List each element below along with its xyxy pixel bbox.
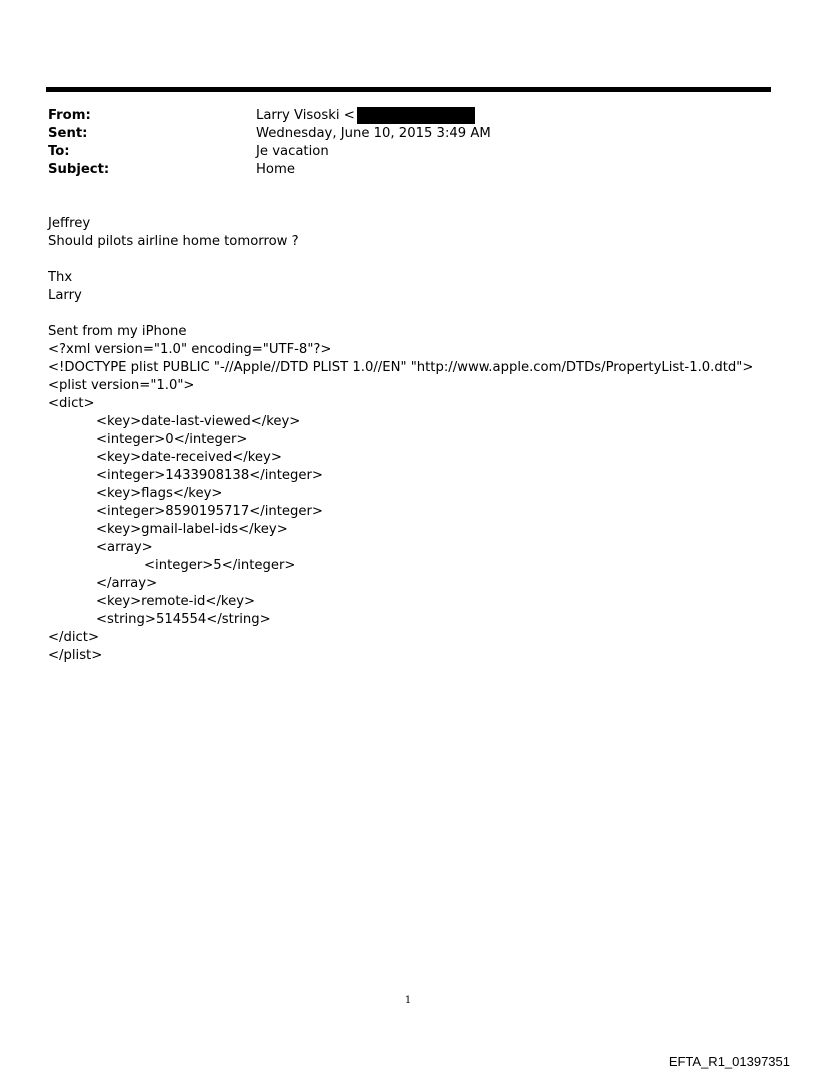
xml-line: </array> <box>96 576 158 591</box>
xml-line: <key>gmail-label-ids</key> <box>96 522 288 537</box>
subject-label: Subject: <box>48 162 110 177</box>
signature-text: Larry <box>48 288 82 303</box>
spacer <box>48 251 788 269</box>
bates-number: EFTA_R1_01397351 <box>668 1054 790 1069</box>
from-sender: Larry Visoski < <box>256 108 355 123</box>
thanks-text: Thx <box>48 270 73 285</box>
from-value <box>256 107 475 125</box>
xml-plist-open: <plist version="1.0"> <box>48 378 195 393</box>
xml-line: <key>date-last-viewed</key> <box>96 414 301 429</box>
xml-line: <key>date-received</key> <box>96 450 282 465</box>
xml-declaration: <?xml version="1.0" encoding="UTF-8"?> <box>48 342 332 357</box>
xml-line: <array> <box>96 540 153 555</box>
sent-row <box>48 125 748 143</box>
header-rule <box>46 87 771 92</box>
xml-line: <integer>0</integer> <box>96 432 248 447</box>
greeting: Jeffrey <box>48 216 91 231</box>
to-value: Je vacation <box>256 144 329 159</box>
sent-value: Wednesday, June 10, 2015 3:49 AM <box>256 126 491 141</box>
email-body <box>48 215 788 665</box>
xml-dict-close: </dict> <box>48 630 99 645</box>
to-row <box>48 143 748 161</box>
to-label: To: <box>48 144 70 159</box>
sent-from-text: Sent from my iPhone <box>48 324 187 339</box>
email-header <box>48 107 748 179</box>
sent-label: Sent: <box>48 126 88 141</box>
xml-line: <integer>5</integer> <box>144 558 296 573</box>
redaction-box <box>357 107 475 124</box>
xml-line: <string>514554</string> <box>96 612 271 627</box>
xml-line: <integer>8590195717</integer> <box>96 504 323 519</box>
subject-row <box>48 161 748 179</box>
xml-line: <integer>1433908138</integer> <box>96 468 323 483</box>
xml-dict-open: <dict> <box>48 396 95 411</box>
xml-line: <key>flags</key> <box>96 486 223 501</box>
xml-plist-close: </plist> <box>48 648 103 663</box>
from-row <box>48 107 748 125</box>
xml-line: <key>remote-id</key> <box>96 594 256 609</box>
subject-value: Home <box>256 162 295 177</box>
spacer <box>48 305 788 323</box>
message-text: Should pilots airline home tomorrow ? <box>48 234 299 249</box>
xml-doctype: <!DOCTYPE plist PUBLIC "-//Apple//DTD PLIST 1.0//EN" "http://www.apple.com/DTDs/PropertyList-1.0.dtd"> <box>48 360 754 375</box>
from-label: From: <box>48 108 91 123</box>
page-number: 1 <box>404 995 412 1006</box>
